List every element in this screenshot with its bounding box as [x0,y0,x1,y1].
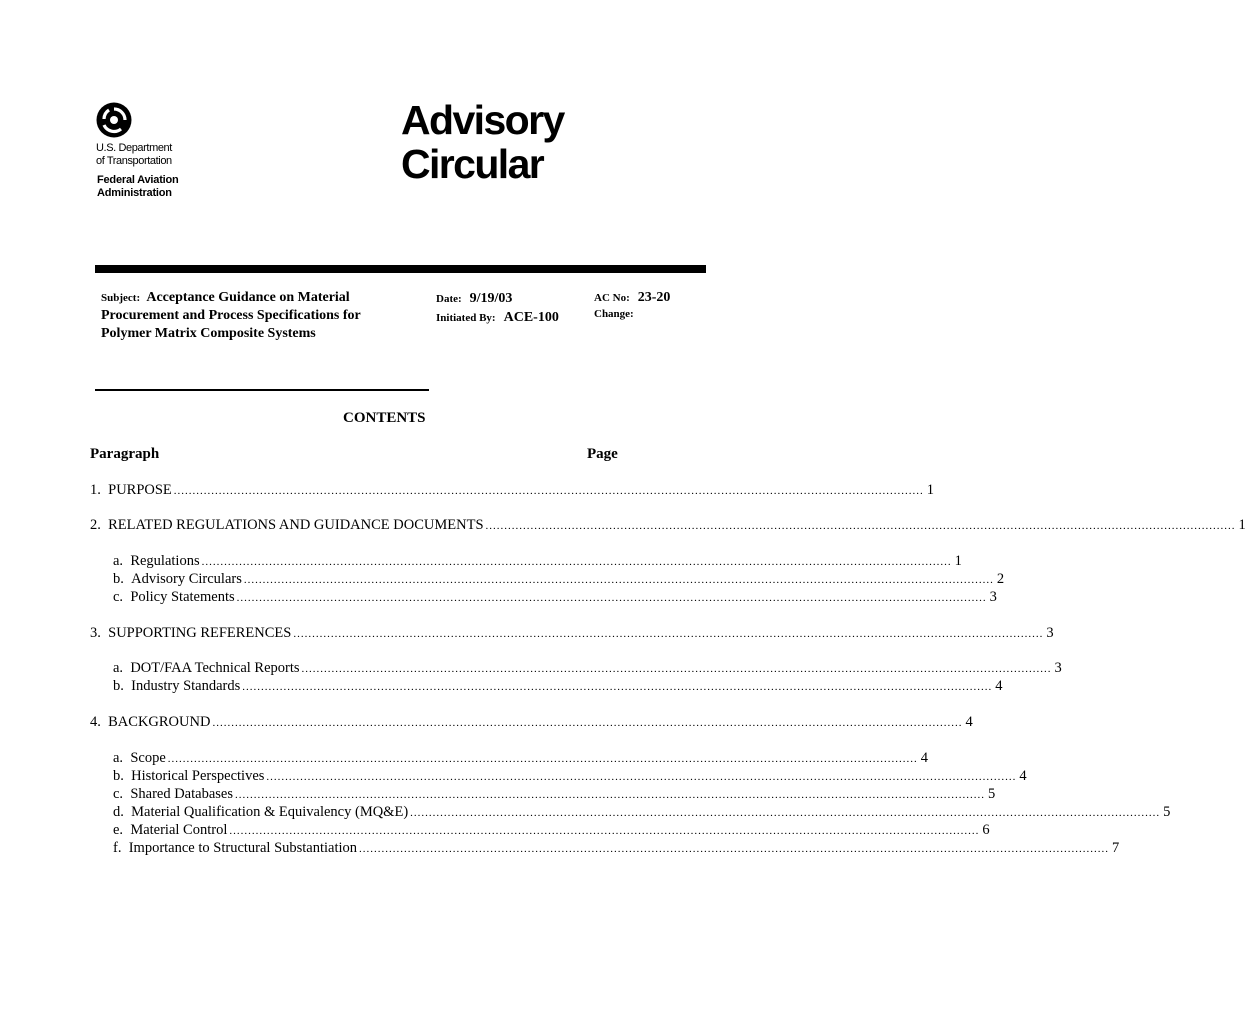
toc-subentry[interactable]: c. Shared Databases ........................................................................................................................................................................................................ 5 [113,786,996,802]
date-block [436,289,559,327]
toc-subentry[interactable]: b. Industry Standards ........................................................................................................................................................................................................ 4 [113,678,1003,694]
subject-line-1: Acceptance Guidance on Material [146,290,350,305]
dept-line-2: of Transportation [96,155,172,167]
faa-line-1: Federal Aviation [97,174,179,186]
page-column-header: Page [587,446,618,462]
toc-subentry[interactable]: b. Historical Perspectives ........................................................................................................................................................................................................ 4 [113,768,1027,784]
toc-subentry[interactable]: e. Material Control ........................................................................................................................................................................................................ 6 [113,822,990,838]
paragraph-column-header: Paragraph [90,446,160,462]
dept-line-1: U.S. Department [96,142,172,154]
circular-title: Circular [401,141,544,187]
initiated-value: ACE-100 [503,310,559,325]
ac-no-label: AC No: [594,292,630,304]
ac-no-value: 23-20 [637,290,671,305]
contents-title: CONTENTS [343,410,426,426]
date-value: 9/19/03 [469,291,513,306]
toc-subentry[interactable]: b. Advisory Circulars ........................................................................................................................................................................................................ 2 [113,571,1005,587]
faa-line-2: Administration [97,187,172,199]
date-label: Date: [436,293,462,305]
toc-entry[interactable]: 2. RELATED REGULATIONS AND GUIDANCE DOCUMENTS ........................................................................................................................................................................................................ 1 [90,517,1246,533]
change-label: Change: [594,308,634,320]
toc-entry[interactable]: 3. SUPPORTING REFERENCES ........................................................................................................................................................................................................ 3 [90,625,1054,641]
toc-subentry[interactable]: a. Regulations ........................................................................................................................................................................................................ 1 [113,553,962,569]
toc-subentry[interactable]: c. Policy Statements ........................................................................................................................................................................................................ 3 [113,589,997,605]
subject-line-3: Polymer Matrix Composite Systems [101,326,316,341]
toc-subentry[interactable]: d. Material Qualification & Equivalency (MQ&E) ........................................................................................................................................................................................................ 5 [113,804,1171,820]
subject-block [101,289,361,343]
subject-line-2: Procurement and Process Specifications for [101,308,361,323]
toc-subentry[interactable]: a. DOT/FAA Technical Reports ........................................................................................................................................................................................................ 3 [113,660,1062,676]
header-divider [95,265,706,273]
ac-number-block [594,289,670,322]
toc-subentry[interactable]: f. Importance to Structural Substantiation ........................................................................................................................................................................................................ 7 [113,840,1120,856]
toc-entry[interactable]: 1. PURPOSE ........................................................................................................................................................................................................ 1 [90,482,935,498]
advisory-title: Advisory [401,97,564,143]
subject-divider [95,389,429,391]
toc-entry[interactable]: 4. BACKGROUND ........................................................................................................................................................................................................ 4 [90,714,973,730]
dot-logo-icon [96,102,132,138]
subject-label: Subject: [101,292,141,304]
initiated-label: Initiated By: [436,312,496,324]
toc-subentry[interactable]: a. Scope ........................................................................................................................................................................................................ 4 [113,750,928,766]
